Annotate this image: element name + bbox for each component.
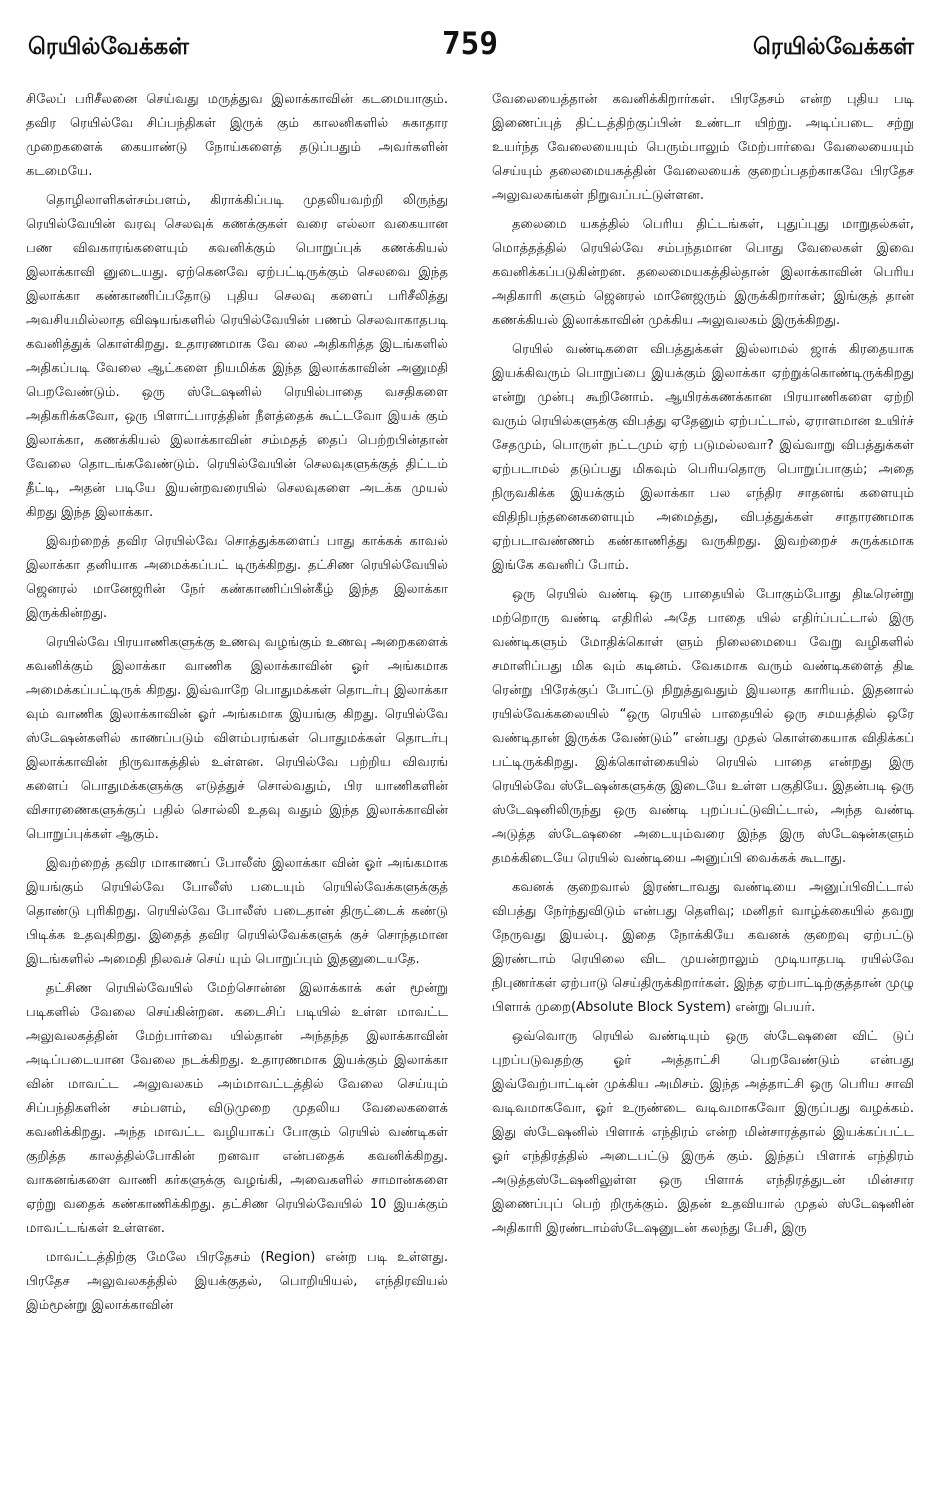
paragraph: ரெயில் வண்டிகளை விபத்துக்கள் இல்லாமல் ஜாக் கிரதையாக இயக்கிவரும் பொறுப்பை இயக்கும் இலாக்கா ஏற்றுக்கொண்டிருக்கிறது என்று முன்பு கூறினோம். ஆயிரக்கணக்கான பிரயாணிகளை ஏற்றி வரும் ரெயில்களுக்கு விபத்து ஏதேனும் ஏற்பட்டால், ஏராளமான உயிர்ச் சேதமும், பொருள் நட்டமும் ஏற் படுமல்லவா? இவ்வாறு விபத்துக்கள் ஏற்படாமல் தடுப்பது மிகவும் பெரியதொரு பொறுப்பாகும்; அதை நிருவகிக்க இயக்கும் இலாக்கா பல எந்திர சாதனங் களையும் விதிநிபந்தனைகளையும் அமைத்து, விபத்துக்கள் சாதாரணமாக ஏற்படாவண்ணம் கண்காணித்து வருகிறது. இவற்றைச் சுருக்கமாக இங்கே கவனிப் போம்.	[492, 342, 914, 573]
paragraph: தொழிலாளிகள்சம்பளம், கிராக்கிப்படி முதலியவற்றி லிருந்து ரெயில்வேயின் வரவு செலவுக் கணக்குகள் வரை எல்லா வகையான பண விவகாரங்களையும் கவனிக்கும் பொறுப்புக் கணக்கியல் இலாக்காவி னுடையது. ஏற்கெனவே ஏற்பட்டிருக்கும் செலவை இந்த இலாக்கா கண்காணிப்பதோடு புதிய செலவு களைப் பரிசீலித்து அவசியமில்லாத விஷயங்களில் ரெயில்வேயின் பணம் செலவாகாதபடி கவனித்துக் கொள்கிறது. உதாரணமாக வே லை அதிகரித்த இடங்களில் அதிகப்படி வேலை ஆட்களை நியமிக்க இந்த இலாக்காவின் அனுமதி பெறவேண்டும். ஒரு ஸ்டேஷனில் ரெயில்பாதை வசதிகளை அதிகரிக்கவோ, ஒரு பிளாட்பாரத்தின் நீளத்தைக் கூட்டவோ இயக் கும் இலாக்கா, கணக்கியல் இலாக்காவின் சம்மதத் தைப் பெற்றபின்தான் வேலை தொடங்கவேண்டும். ரெயில்வேயின் செலவுகளுக்குத் திட்டம் தீட்டி, அதன் படியே இயன்றவரையில் செலவுகளை அடக்க முயல் கிறது இந்த இலாக்கா.	[26, 193, 448, 520]
paragraph: தட்சிண ரெயில்வேயில் மேற்சொன்ன இலாக்காக் கள் மூன்று படிகளில் வேலை செய்கின்றன. கடைசிப் படியில் உள்ள மாவட்ட அலுவலகத்தின் மேற்பார்வை யில்தான் அந்தந்த இலாக்காவின் அடிப்படையான வேலை நடக்கிறது. உதாரணமாக இயக்கும் இலாக்கா வின் மாவட்ட அலுவலகம் அம்மாவட்டத்தில் வேலை செய்யும் சிப்பந்திகளின் சம்பளம், விடுமுறை முதலிய வேலைகளைக் கவனிக்கிறது. அந்த மாவட்ட வழியாகப் போகும் ரெயில் வண்டிகள் குறித்த காலத்தில்போகின் றனவா என்பதைக் கவனிக்கிறது. வாகனங்களை வாணி கர்களுக்கு வழங்கி, அவைகளில் சாமான்களை ஏற்று வதைக் கண்காணிக்கிறது. தட்சிண ரெயில்வேயில் 10 இயக்கும் மாவட்டங்கள் உள்ளன.	[26, 981, 448, 1236]
paragraph: வேலையைத்தான் கவனிக்கிறார்கள். பிரதேசம் என்ற புதிய படி இணைப்புத் திட்டத்திற்குப்பின் உண்டா யிற்று. அடிப்படை சற்று உயர்ந்த வேலையையும் பெரும்பாலும் மேற்பார்வை வேலையையும் செய்யும் தலைமையகத்தின் வேலையைக் குறைப்பதற்காகவே பிரதேச அலுவலகங்கள் நிறுவப்பட்டுள்ளன.	[492, 92, 914, 203]
paragraph: ஒவ்வொரு ரெயில் வண்டியும் ஒரு ஸ்டேஷனை விட் டுப் புறப்படுவதற்கு ஓர் அத்தாட்சி பெறவேண்டும் என்பது இவ்வேற்பாட்டின் முக்கிய அமிசம். இந்த அத்தாட்சி ஒரு பெரிய சாவி வடிவமாகவோ, ஓர் உருண்டை வடிவமாகவோ இருப்பது வழக்கம். இது ஸ்டேஷனில் பிளாக் எந்திரம் என்ற மின்சாரத்தால் இயக்கப்பட்ட ஓர் எந்திரத்தில் அடைபட்டு இருக் கும். இந்தப் பிளாக் எந்திரம் அடுத்தஸ்டேஷனிலுள்ள ஒரு பிளாக் எந்திரத்துடன் மின்சார இணைப்புப் பெற் றிருக்கும். இதன் உதவியால் முதல் ஸ்டேஷனின் அதிகாரி இரண்டாம்ஸ்டேஷனுடன் கலந்து பேசி, இரு	[492, 1029, 914, 1236]
paragraph: மாவட்டத்திற்கு மேலே பிரதேசம் (Region) என்ற படி உள்ளது. பிரதேச அலுவலகத்தில் இயக்குதல், பொறியியல், எந்திரவியல் இம்மூன்று இலாக்காவின்	[26, 1250, 448, 1313]
right-column	[492, 88, 914, 1463]
running-head-left: ரெயில்வேக்கள்	[28, 34, 189, 60]
paragraph: ஒரு ரெயில் வண்டி ஒரு பாதையில் போகும்போது திடீரென்று மற்றொரு வண்டி எதிரில் அதே பாதை யில் எதிர்ப்பட்டால் இரு வண்டிகளும் மோதிக்கொள் ளும் நிலைமையை வேறு வழிகளில் சமாளிப்பது மிக வும் கடினம். வேகமாக வரும் வண்டிகளைத் திடீ ரென்று பிரேக்குப் போட்டு நிறுத்துவதும் இயலாத காரியம். இதனால் ரயில்வேக்கலையில் “ஒரு ரெயில் பாதையில் ஒரு சமயத்தில் ஒரே வண்டிதான் இருக்க வேண்டும்” என்பது முதல் கொள்கையாக விதிக்கப் பட்டிருக்கிறது. இக்கொள்கையில் ரெயில் பாதை என்றது இரு ரெயில்வே ஸ்டேஷன்களுக்கு இடையே உள்ள பகுதியே. இதன்படி ஒரு ஸ்டேஷனிலிருந்து ஒரு வண்டி புறப்பட்டுவிட்டால், அந்த வண்டி அடுத்த ஸ்டேஷனை அடையும்வரை இந்த இரு ஸ்டேஷன்களும் தமக்கிடையே ரெயில் வண்டியை அனுப்பி வைக்கக் கூடாது.	[492, 587, 914, 866]
paragraph: இவற்றைத் தவிர ரெயில்வே சொத்துக்களைப் பாது காக்கக் காவல் இலாக்கா தனியாக அமைக்கப்பட் டிருக்கிறது. தட்சிண ரெயில்வேயில் ஜெனரல் மானேஜரின் நேர் கண்காணிப்பின்கீழ் இந்த இலாக்கா இருக்கின்றது.	[26, 534, 448, 621]
page-header	[26, 26, 914, 70]
running-head-right: ரெயில்வேக்கள்	[753, 34, 914, 60]
left-column	[26, 88, 448, 1463]
paragraph: சிலேப் பரிசீலனை செய்வது மருத்துவ இலாக்காவின் கடமையாகும். தவிர ரெயில்வே சிப்பந்திகள் இருக் கும் காலனிகளில் சுகாதார முறைகளைக் கையாண்டு நோய்களைத் தடுப்பதும் அவர்களின் கடமையே.	[26, 92, 448, 179]
paragraph: ரெயில்வே பிரயாணிகளுக்கு உணவு வழங்கும் உணவு அறைகளைக் கவனிக்கும் இலாக்கா வாணிக இலாக்காவின் ஓர் அங்கமாக அமைக்கப்பட்டிருக் கிறது. இவ்வாறே பொதுமக்கள் தொடர்பு இலாக்கா வும் வாணிக இலாக்காவின் ஓர் அங்கமாக இயங்கு கிறது. ரெயில்வே ஸ்டேஷன்களில் காணப்படும் விளம்பரங்கள் பொதுமக்கள் தொடர்பு இலாக்காவின் நிருவாகத்தில் உள்ளன. ரெயில்வே பற்றிய விவரங் களைப் பொதுமக்களுக்கு எடுத்துச் சொல்வதும், பிர யாணிகளின் விசாரணைகளுக்குப் பதில் சொல்லி உதவு வதும் இந்த இலாக்காவின் பொறுப்புக்கள் ஆகும்.	[26, 635, 448, 842]
paragraph: கவனக் குறைவால் இரண்டாவது வண்டியை அனுப்பிவிட்டால் விபத்து நேர்ந்துவிடும் என்பது தெளிவு; மனிதர் வாழ்க்கையில் தவறு நேருவது இயல்பு. இதை நோக்கியே கவனக் குறைவு ஏற்பட்டு இரண்டாம் ரெயிலை விட முயன்றாலும் முடியாதபடி ரயில்வே நிபுணர்கள் ஏற்பாடு செய்திருக்கிறார்கள். இந்த ஏற்பாட்டிற்குத்தான் முழு பிளாக் முறை(Absolute Block System) என்று பெயர்.	[492, 880, 914, 1015]
page-number: 759	[442, 26, 498, 62]
paragraph: தலைமை யகத்தில் பெரிய திட்டங்கள், புதுப்புது மாறுதல்கள், மொத்தத்தில் ரெயில்வே சம்பந்தமான பொது வேலைகள் இவை கவனிக்கப்படுகின்றன. தலைமையகத்தில்தான் இலாக்காவின் பெரிய அதிகாரி களும் ஜெனரல் மானேஜரும் இருக்கிறார்கள்; இங்குத் தான் கணக்கியல் இலாக்காவின் முக்கிய அலுவலகம் இருக்கிறது.	[492, 217, 914, 328]
paragraph: இவற்றைத் தவிர மாகாணப் போலீஸ் இலாக்கா வின் ஓர் அங்கமாக இயங்கும் ரெயில்வே போலீஸ் படையும் ரெயில்வேக்களுக்குத் தொண்டு புரிகிறது. ரெயில்வே போலீஸ் படைதான் திருட்டைக் கண்டு பிடிக்க உதவுகிறது. இதைத் தவிர ரெயில்வேக்களுக் குச் சொந்தமான இடங்களில் அமைதி நிலவச் செய் யும் பொறுப்பும் இதனுடையதே.	[26, 856, 448, 967]
